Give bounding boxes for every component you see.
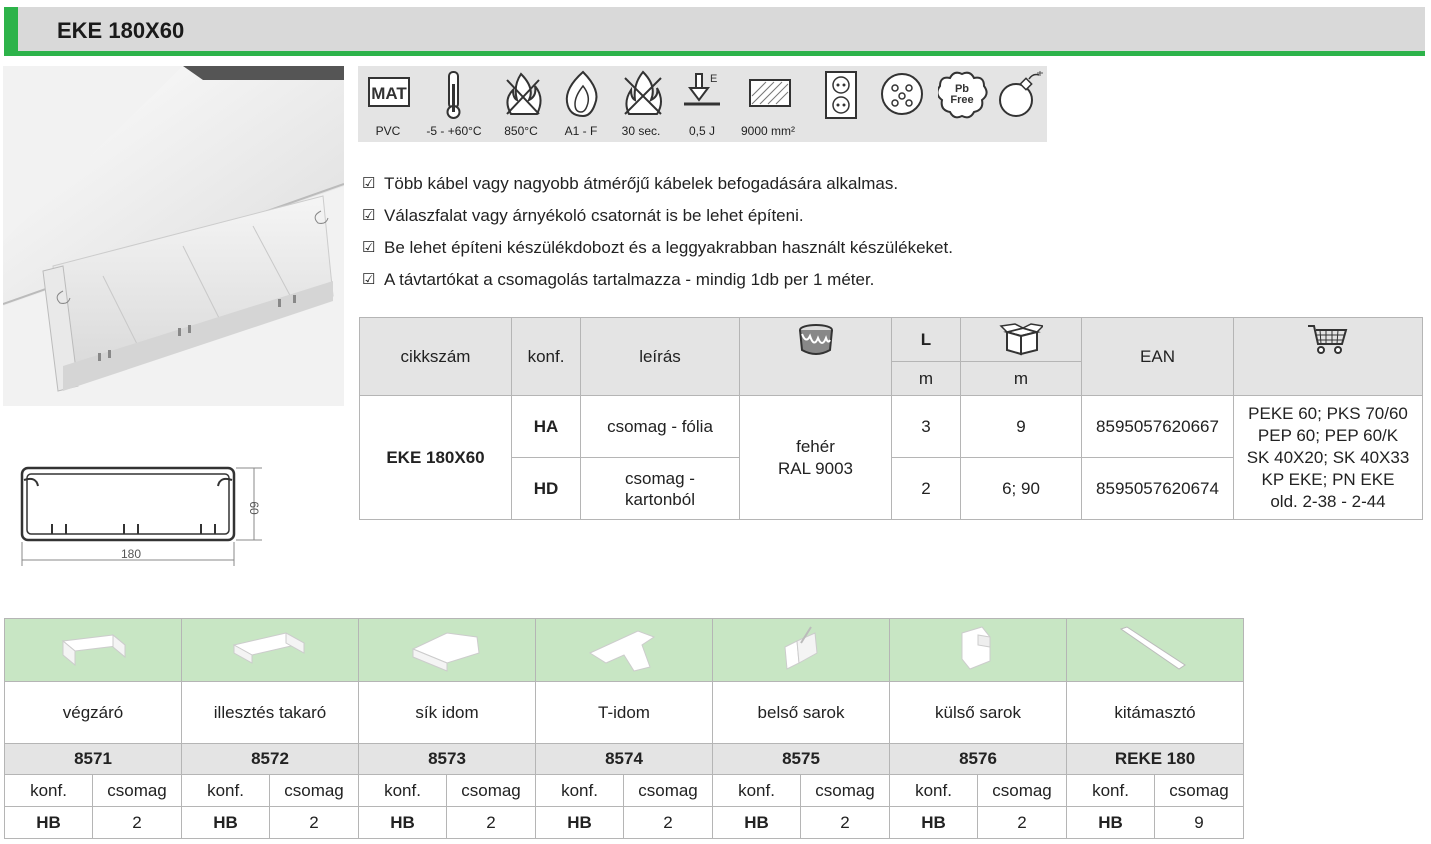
checkbox-icon: ☑ [362, 175, 376, 192]
product-image [3, 66, 344, 406]
article-cell: EKE 180X60 [360, 396, 512, 520]
conf-header: konf. [5, 775, 93, 807]
pack-value: 2 [978, 807, 1067, 839]
accessories-table [4, 618, 1244, 839]
conf-value: HB [890, 807, 978, 839]
pack-value: 2 [270, 807, 359, 839]
pack-value: 2 [801, 807, 890, 839]
temperature-label: -5 - +60°C [426, 124, 482, 138]
checkbox-icon: ☑ [362, 271, 376, 288]
checkbox-icon: ☑ [362, 207, 376, 224]
pack-header: csomag [447, 775, 536, 807]
ean-cell: 8595057620674 [1082, 458, 1234, 520]
flame-time-label: 30 sec. [621, 124, 661, 138]
accessory-name: illesztés takaró [182, 682, 359, 744]
accessory-name: sík idom [359, 682, 536, 744]
accessory-code: 8575 [713, 744, 890, 775]
accessory-name: végzáró [5, 682, 182, 744]
conf-value: HB [1067, 807, 1155, 839]
conf-header: konf. [713, 775, 801, 807]
accessory-name: kitámasztó [1067, 682, 1244, 744]
conf-value: HB [536, 807, 624, 839]
flat-angle-image [359, 619, 536, 682]
pack-cell: 6; 90 [961, 458, 1082, 520]
conf-cell: HA [512, 396, 581, 458]
header-color [740, 318, 892, 396]
desc-cell: csomag - fólia [581, 396, 740, 458]
feature-text: A távtartókat a csomagolás tartalmazza - mindig 1db per 1 méter. [384, 270, 875, 289]
profile-drawing [14, 462, 264, 577]
pack-value: 2 [624, 807, 713, 839]
profile-width-label: 180 [120, 547, 142, 561]
pack-cell: 9 [961, 396, 1082, 458]
svg-text:Free: Free [950, 94, 974, 106]
outer-corner-image [890, 619, 1067, 682]
feature-item [362, 237, 953, 269]
header-length-unit: m [892, 362, 961, 396]
thermometer-icon [424, 66, 484, 142]
feature-list [362, 173, 953, 301]
title-accent [4, 7, 18, 56]
header-article: cikkszám [360, 318, 512, 396]
pack-header: csomag [801, 775, 890, 807]
pack-value: 2 [93, 807, 182, 839]
header-compatible [1234, 318, 1423, 396]
joint-cover-image [182, 619, 359, 682]
svg-text:Pb: Pb [954, 83, 970, 95]
page-title: EKE 180X60 [57, 18, 185, 43]
profile-height-label: 60 [247, 501, 261, 515]
header-length: L [892, 318, 961, 362]
conf-value: HB [182, 807, 270, 839]
color-cell: fehér RAL 9003 [740, 396, 892, 520]
feature-text: Több kábel vagy nagyobb átmérőjű kábelek befogadására alkalmas. [384, 174, 899, 193]
glow-wire-label: 850°C [504, 124, 538, 138]
pack-header: csomag [93, 775, 182, 807]
accessory-code: 8576 [890, 744, 1067, 775]
feature-text: Válaszfalat vagy árnyékoló csatornát is be lehet építeni. [384, 206, 804, 225]
compatible-cell: PEKE 60; PKS 70/60 PEP 60; PEP 60/K SK 40X20; SK 40X33 KP EKE; PN EKE old. 2-38 - 2-44 [1234, 396, 1423, 520]
cross-section-label: 9000 mm² [740, 124, 796, 138]
conf-header: konf. [536, 775, 624, 807]
mat-icon [358, 66, 418, 142]
title-bar [4, 7, 1425, 56]
header-pack [961, 318, 1082, 362]
connector-icon [870, 66, 930, 142]
conf-header: konf. [1067, 775, 1155, 807]
ean-cell: 8595057620667 [1082, 396, 1234, 458]
bomb-icon [988, 66, 1048, 142]
cross-section-icon [738, 66, 798, 142]
accessory-name: külső sarok [890, 682, 1067, 744]
checkbox-icon: ☑ [362, 239, 376, 256]
length-cell: 2 [892, 458, 961, 520]
accessory-code: REKE 180 [1067, 744, 1244, 775]
svg-text:MAT: MAT [371, 84, 407, 103]
header-ean: EAN [1082, 318, 1234, 396]
desc-cell: csomag - kartonból [581, 458, 740, 520]
pack-value: 9 [1155, 807, 1244, 839]
conf-header: konf. [182, 775, 270, 807]
accessory-name: belső sarok [713, 682, 890, 744]
pack-header: csomag [1155, 775, 1244, 807]
conf-header: konf. [890, 775, 978, 807]
mat-label: PVC [375, 124, 401, 138]
feature-text: Be lehet építeni készülékdobozt és a leggyakrabban használt készülékeket. [384, 238, 953, 257]
header-conf: konf. [512, 318, 581, 396]
accessory-code: 8573 [359, 744, 536, 775]
accessory-code: 8574 [536, 744, 713, 775]
pack-header: csomag [978, 775, 1067, 807]
impact-label: 0,5 J [688, 124, 715, 138]
spec-table [359, 317, 1423, 520]
conf-header: konf. [359, 775, 447, 807]
pack-header: csomag [270, 775, 359, 807]
conf-value: HB [713, 807, 801, 839]
box-icon [999, 322, 1043, 356]
conf-value: HB [5, 807, 93, 839]
inner-corner-image [713, 619, 890, 682]
pb-free-icon [930, 66, 990, 142]
header-desc: leírás [581, 318, 740, 396]
impact-icon [672, 66, 732, 142]
support-image [1067, 619, 1244, 682]
socket-icon [810, 66, 870, 142]
accessory-code: 8572 [182, 744, 359, 775]
length-cell: 3 [892, 396, 961, 458]
flame-class-label: A1 - F [564, 124, 598, 138]
conf-value: HB [359, 807, 447, 839]
header-pack-unit: m [961, 362, 1082, 396]
feature-item [362, 269, 953, 301]
t-piece-image [536, 619, 713, 682]
conf-cell: HD [512, 458, 581, 520]
feature-item [362, 205, 953, 237]
paint-bucket-icon [796, 322, 836, 356]
property-icon-strip [358, 66, 1047, 142]
end-cap-image [5, 619, 182, 682]
cart-icon [1306, 322, 1350, 356]
svg-text:E: E [710, 73, 718, 85]
feature-item [362, 173, 953, 205]
pack-value: 2 [447, 807, 536, 839]
accessory-code: 8571 [5, 744, 182, 775]
accessory-name: T-idom [536, 682, 713, 744]
pack-header: csomag [624, 775, 713, 807]
